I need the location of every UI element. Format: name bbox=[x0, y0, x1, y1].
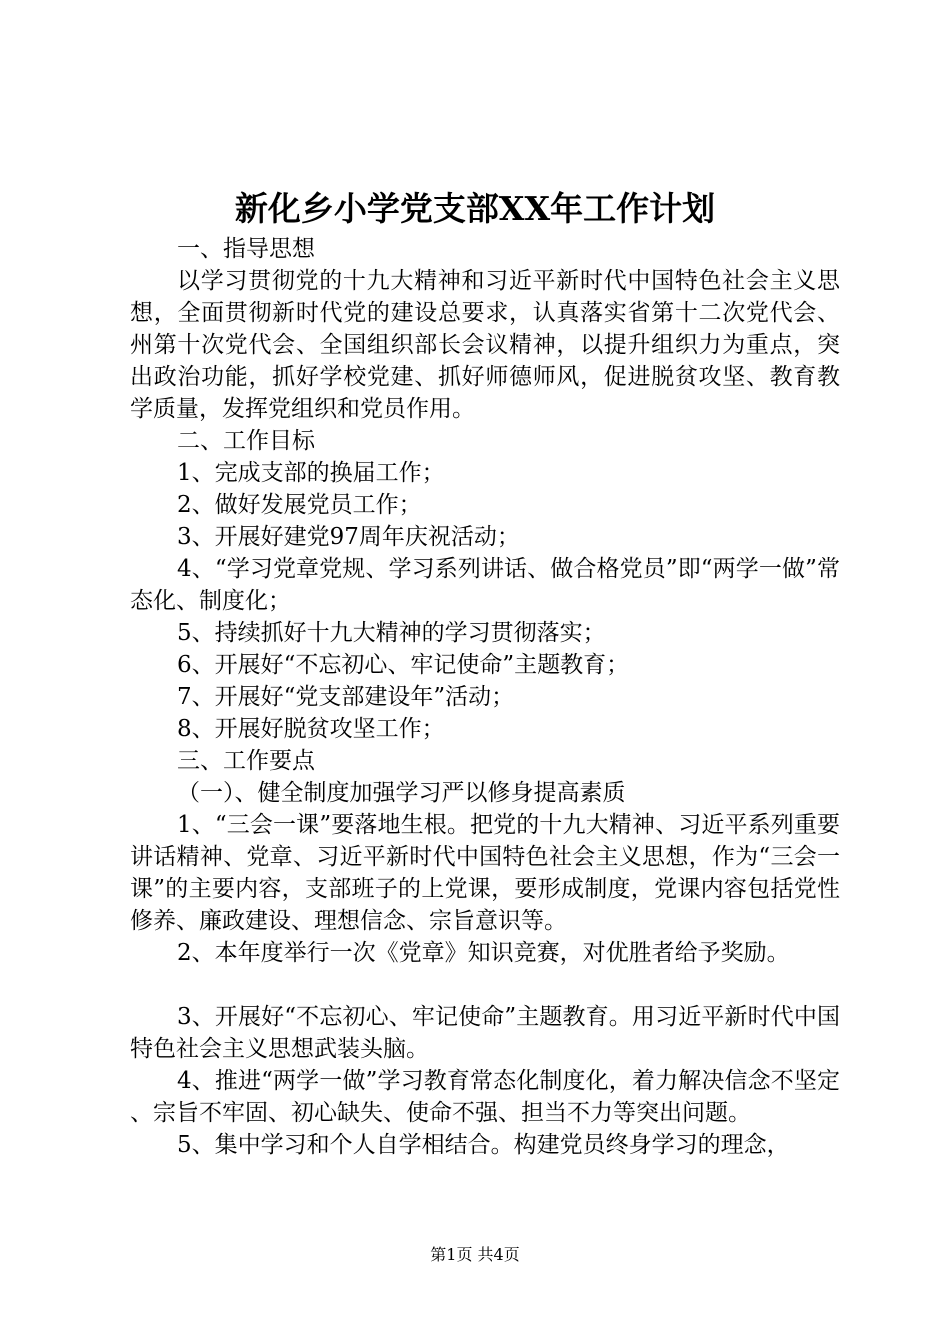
section-heading: 三、工作要点 bbox=[177, 748, 315, 774]
section-heading: 一、指导思想 bbox=[177, 236, 315, 262]
body-paragraph: 4、推进“两学一做”学习教育常态化制度化，着力解决信念不坚定、宗旨不牢固、初心缺失、使命不强、担当不力等突出问题。 bbox=[130, 1068, 840, 1126]
list-item: 7、开展好“党支部建设年”活动； bbox=[177, 684, 515, 710]
body-paragraph: 1、“三会一课”要落地生根。把党的十九大精神、习近平系列重要讲话精神、党章、习近平新时代中国特色社会主义思想，作为“三会一课”的主要内容，支部班子的上党课，要形成制度，党课内容包括党性修养、廉政建设、理想信念、宗旨意识等。 bbox=[130, 812, 840, 934]
list-item: 8、开展好脱贫攻坚工作； bbox=[177, 716, 445, 742]
list-item: 4、“学习党章党规、学习系列讲话、做合格党员”即“两学一做”常态化、制度化； bbox=[130, 556, 840, 614]
document-title: 新化乡小学党支部XX年工作计划 bbox=[234, 189, 716, 228]
document-body bbox=[130, 233, 840, 1161]
body-paragraph: 3、开展好“不忘初心、牢记使命”主题教育。用习近平新时代中国特色社会主义思想武装头脑。 bbox=[130, 1004, 840, 1062]
list-item: 3、开展好建党97周年庆祝活动； bbox=[177, 524, 520, 550]
page-footer: 第1页 共4页 bbox=[430, 1245, 520, 1264]
body-paragraph: 以学习贯彻党的十九大精神和习近平新时代中国特色社会主义思想，全面贯彻新时代党的建设总要求，认真落实省第十二次党代会、州第十次党代会、全国组织部长会议精神，以提升组织力为重点，突出政治功能，抓好学校党建、抓好师德师风，促进脱贫攻坚、教育教学质量，发挥党组织和党员作用。 bbox=[130, 268, 840, 422]
list-item: 2、做好发展党员工作； bbox=[177, 492, 422, 518]
body-paragraph: 2、本年度举行一次《党章》知识竞赛，对优胜者给予奖励。 bbox=[177, 940, 790, 966]
list-item: 5、持续抓好十九大精神的学习贯彻落实； bbox=[177, 620, 606, 646]
body-paragraph: 5、集中学习和个人自学相结合。构建党员终身学习的理念， bbox=[177, 1132, 790, 1158]
list-item: 1、完成支部的换届工作； bbox=[177, 460, 445, 486]
section-heading: 二、工作目标 bbox=[177, 428, 315, 454]
list-item: 6、开展好“不忘初心、牢记使命”主题教育； bbox=[177, 652, 630, 678]
subsection-heading: （一）、健全制度加强学习严以修身提高素质 bbox=[177, 780, 626, 806]
